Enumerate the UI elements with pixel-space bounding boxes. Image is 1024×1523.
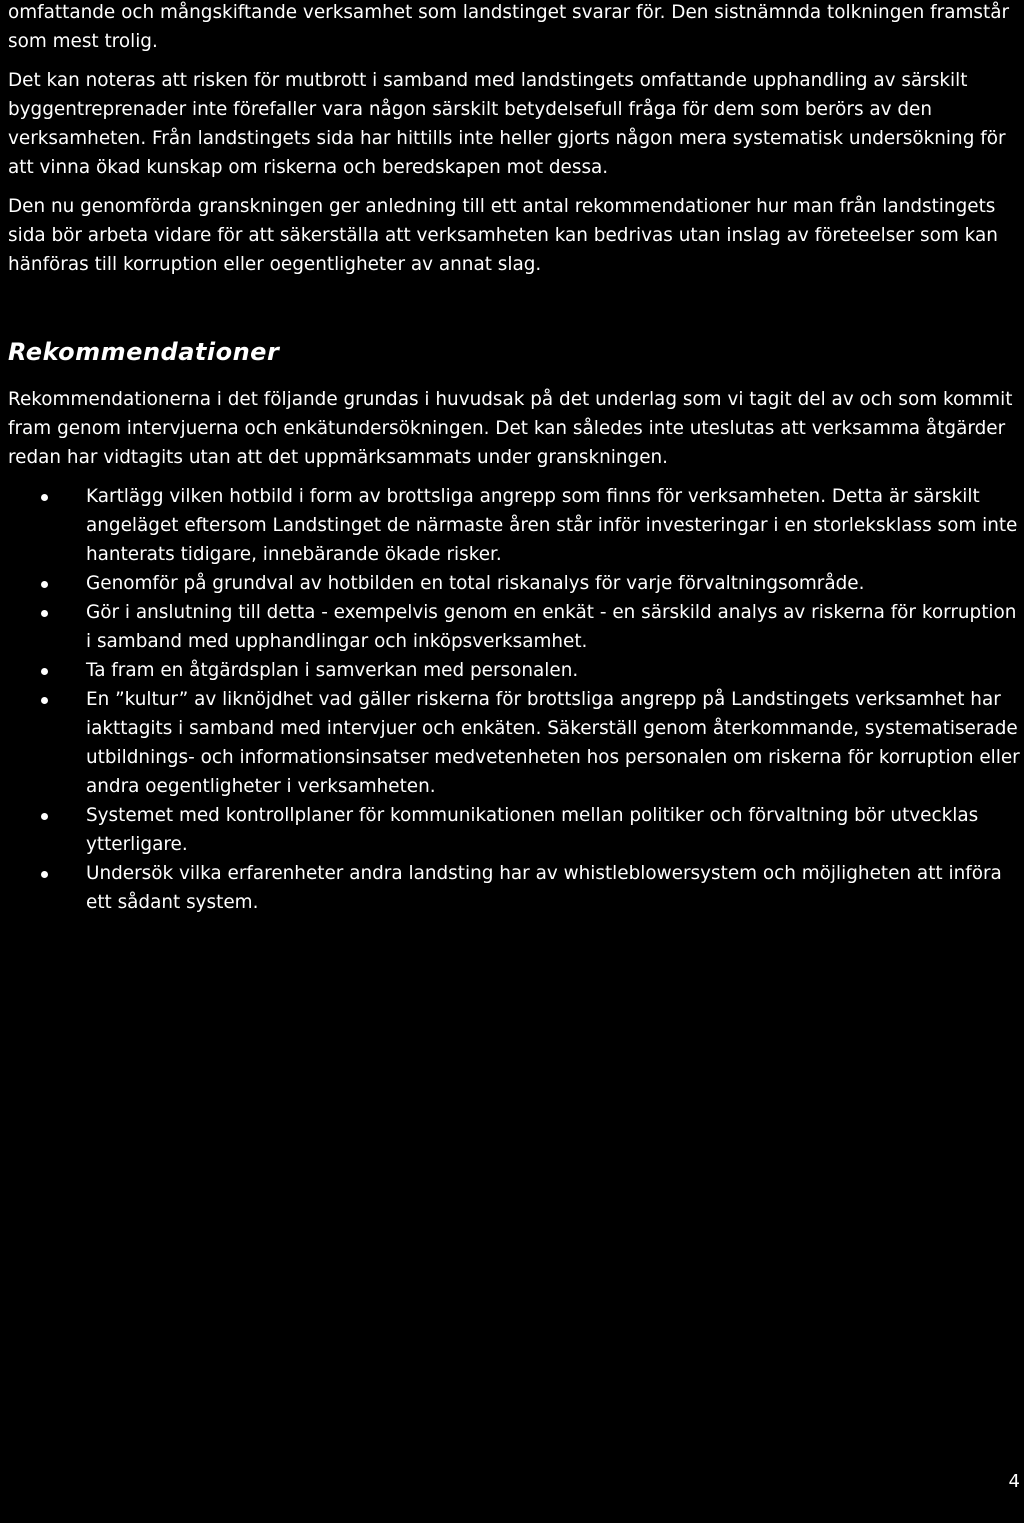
recommendations-intro: Rekommendationerna i det följande grundas i huvudsak på det underlag som vi tagit del av och som kommit fram genom intervjuerna och enkätundersökningen. Det kan således inte uteslutas att verksamma åtgärder redan har vidtagits utan att det uppmärksammats under granskningen. — [8, 389, 1013, 468]
list-item-text: Undersök vilka erfarenheter andra landsting har av whistleblowersystem och möjligheten att införa ett sådant system. — [86, 863, 1002, 913]
list-item — [8, 859, 1022, 917]
paragraph-risk-note: Det kan noteras att risken för mutbrott i samband med landstingets omfattande upphandling av särskilt byggentreprenader inte förefaller vara någon särskilt betydelsefull fråga för dem som berörs av den verksamheten. Från landstingets sida har hittills inte heller gjorts någon mera systematisk undersökning för att vinna ökad kunskap om riskerna och beredskapen mot dessa. — [8, 70, 1006, 178]
recommendations-list — [8, 482, 1022, 917]
bullet-icon — [41, 813, 48, 820]
section-heading-recommendations: Rekommendationer — [8, 338, 280, 366]
list-item-text: Genomför på grundval av hotbilden en total riskanalys för varje förvaltningsområde. — [86, 573, 865, 594]
paragraph-continuation: omfattande och mångskiftande verksamhet som landstinget svarar för. Den sistnämnda tolkningen framstår som mest trolig. — [8, 2, 1010, 52]
list-item — [8, 685, 1022, 801]
bullet-icon — [41, 668, 48, 675]
list-item — [8, 598, 1022, 656]
list-item-text: Gör i anslutning till detta - exempelvis genom en enkät - en särskild analys av riskerna för korruption i samband med upphandlingar och inköpsverksamhet. — [86, 602, 1017, 652]
list-item — [8, 482, 1022, 569]
list-item-text: Ta fram en åtgärdsplan i samverkan med personalen. — [86, 660, 579, 681]
bullet-icon — [41, 871, 48, 878]
paragraph-review-summary: Den nu genomförda granskningen ger anledning till ett antal rekommendationer hur man från landstingets sida bör arbeta vidare för att säkerställa att verksamheten kan bedrivas utan inslag av företeelser som kan hänföras till korruption eller oegentligheter av annat slag. — [8, 196, 998, 275]
list-item — [8, 801, 1022, 859]
list-item — [8, 569, 1022, 598]
page-number: 4 — [1008, 1471, 1020, 1492]
bullet-icon — [41, 610, 48, 617]
bullet-icon — [41, 581, 48, 588]
list-item-text: En ”kultur” av liknöjdhet vad gäller riskerna för brottsliga angrepp på Landstingets verksamhet har iakttagits i samband med intervjuer och enkäten. Säkerställ genom återkommande, systematiserade utbildnings- och informationsinsatser medvetenheten hos personalen om riskerna för korruption eller andra oegentligheter i verksamheten. — [86, 689, 1020, 797]
document-page — [8, 0, 1022, 917]
bullet-icon — [41, 494, 48, 501]
bullet-icon — [41, 697, 48, 704]
list-item-text: Kartlägg vilken hotbild i form av brottsliga angrepp som finns för verksamheten. Detta är särskilt angeläget eftersom Landstinget de närmaste åren står inför investeringar i en storleksklass som inte hanterats tidigare, innebärande ökade risker. — [86, 486, 1018, 565]
list-item-text: Systemet med kontrollplaner för kommunikationen mellan politiker och förvaltning bör utvecklas ytterligare. — [86, 805, 979, 855]
list-item — [8, 656, 1022, 685]
